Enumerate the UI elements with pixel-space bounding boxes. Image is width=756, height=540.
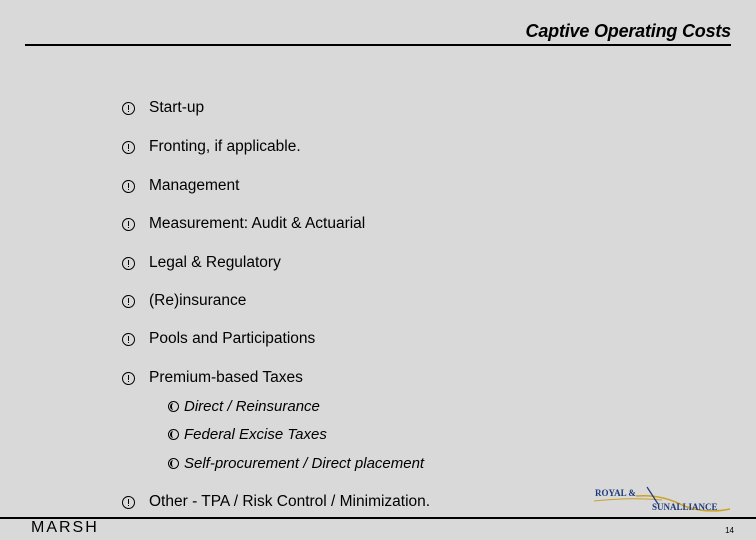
bullet-icon: [122, 180, 135, 193]
bullet-text: Other - TPA / Risk Control / Minimization.: [149, 493, 431, 510]
bullet-item: [122, 138, 301, 156]
bullet-icon: [122, 333, 135, 346]
bullet-text: Start-up: [149, 99, 205, 116]
sub-bullet-item: [168, 426, 327, 443]
bullet-item: [122, 99, 204, 117]
bullet-item: [122, 254, 281, 272]
title-rule: [25, 44, 731, 46]
sub-bullet-text: Federal Excise Taxes: [184, 426, 327, 443]
bullet-text: Pools and Participations: [149, 330, 316, 347]
royal-sunalliance-logo: [592, 484, 732, 514]
bullet-text: Measurement: Audit & Actuarial: [149, 215, 366, 232]
bullet-text: Fronting, if applicable.: [149, 138, 301, 155]
bullet-text: (Re)insurance: [149, 292, 247, 309]
logo-text-sunalliance: SUNALLIANCE: [652, 502, 718, 512]
marsh-logo: MARSH: [31, 519, 99, 536]
bullet-icon: [122, 102, 135, 115]
bullet-item: [122, 292, 246, 310]
bullet-item: [122, 215, 365, 233]
bullet-icon: [122, 141, 135, 154]
bullet-icon: [122, 295, 135, 308]
logo-text-royal: ROYAL &: [595, 488, 636, 498]
sub-bullet-icon: [168, 401, 179, 412]
footer-rule: [0, 517, 756, 519]
bullet-item: [122, 493, 430, 511]
sub-bullet-item: [168, 455, 424, 472]
bullet-item: [122, 330, 315, 348]
sub-bullet-text: Direct / Reinsurance: [184, 398, 320, 415]
bullet-text: Management: [149, 177, 240, 194]
bullet-icon: [122, 218, 135, 231]
sub-bullet-item: [168, 398, 320, 415]
bullet-text: Legal & Regulatory: [149, 254, 281, 271]
sub-bullet-icon: [168, 429, 179, 440]
sub-bullet-text: Self-procurement / Direct placement: [184, 455, 425, 472]
bullet-item: [122, 177, 239, 195]
slide-title: Captive Operating Costs: [525, 21, 731, 41]
page-number: 14: [725, 526, 734, 535]
bullet-text: Premium-based Taxes: [149, 369, 303, 386]
bullet-icon: [122, 496, 135, 509]
bullet-icon: [122, 372, 135, 385]
bullet-icon: [122, 257, 135, 270]
bullet-item: [122, 369, 303, 387]
sub-bullet-icon: [168, 458, 179, 469]
